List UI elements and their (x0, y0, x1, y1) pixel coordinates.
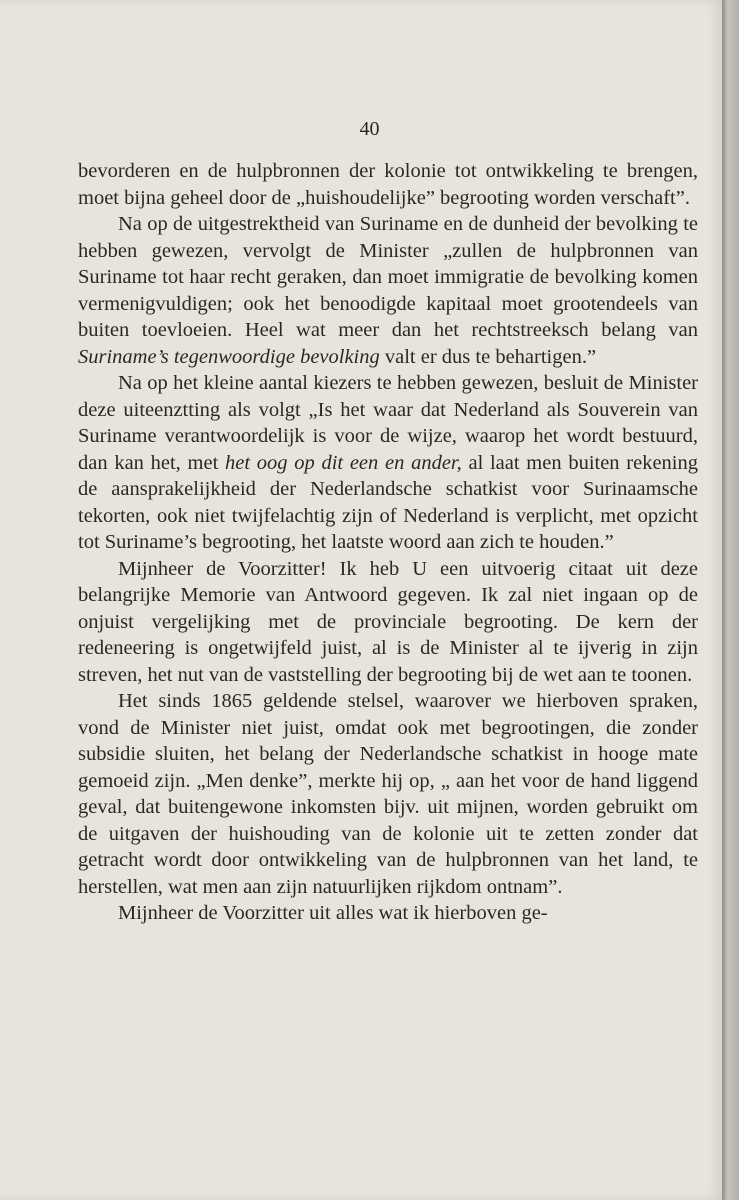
paragraph-2-text-b: valt er dus te behartigen.” (379, 345, 597, 368)
paragraph-6 (78, 900, 698, 927)
paragraph-3-italic: het oog op dit een en ander, (225, 451, 462, 474)
page-number: 40 (359, 118, 380, 140)
body-text (78, 158, 698, 927)
paragraph-1 (78, 158, 698, 211)
paragraph-2-text-a: Na op de uitgestrektheid van Suriname en de dunheid der bevolking te hebben gewezen, vervolgt de Minister „zullen de hulpbronnen van Suriname tot haar recht geraken, dan moet immigratie de bevolking komen vermenigvuldigen; ook het benoodigde kapitaal moet grootendeels van buiten toevloeien. Heel wat meer dan het rechtstreeksch belang van (78, 213, 698, 341)
paragraph-2-italic: Suriname’s tegenwoordige bevolking (78, 345, 380, 368)
paragraph-3-text-b: al laat men buiten rekening de aansprakelijkheid der Nederlandsche schatkist voor Surinaamsche tekorten, ook niet twijfelachtig zijn of Nederland is verplicht, met opzicht tot Suriname’s begrooting, het laatste woord aan zich te houden.” (78, 451, 698, 553)
paragraph-6-text: Mijnheer de Voorzitter uit alles wat ik hierboven ge- (118, 902, 548, 924)
paragraph-2 (78, 211, 698, 370)
paragraph-5-text: Het sinds 1865 geldende stelsel, waarover we hierboven spraken, vond de Minister niet juist, omdat ook met begrootingen, die zonder subsidie sluiten, het belang der Nederlandsche schatkist in hooge mate gemoeid zijn. „Men denke”, merkte hij op, „ aan het voor de hand liggend geval, dat buitengewone inkomsten bijv. uit mijnen, worden gebruikt om de uitgaven der huishouding van de kolonie uit te zetten zonder dat getracht wordt door ontwikkeling van de hulpbronnen van het land, te herstellen, wat men aan zijn natuurlijken rijkdom ontnam”. (78, 690, 698, 898)
paragraph-4 (78, 556, 698, 689)
paragraph-5 (78, 688, 698, 900)
paragraph-1-text: bevorderen en de hulpbronnen der kolonie tot ontwikkeling te brengen, moet bijna geheel door de „huishoudelijke” begrooting worden verschaft”. (78, 160, 698, 209)
paragraph-3 (78, 370, 698, 556)
paragraph-4-text: Mijnheer de Voorzitter! Ik heb U een uitvoerig citaat uit deze belangrijke Memorie van Antwoord gegeven. Ik zal niet ingaan op de onjuist vergelijking met de provinciale begrooting. De kern der redeneering is ongetwijfeld juist, al is de Minister al te ijverig in zijn streven, het nut van de vaststelling der begrooting bij de wet aan te toonen. (78, 557, 698, 686)
page-edge (722, 0, 739, 1200)
paragraph-3-text-a: Na op het kleine aantal kiezers te hebben gewezen, besluit de Minister deze uiteenztting als volgt „Is het waar dat Nederland als Souverein van Suriname verantwoordelijk is voor de wijze, waarop het wordt bestuurd, dan kan het, met (78, 372, 698, 474)
